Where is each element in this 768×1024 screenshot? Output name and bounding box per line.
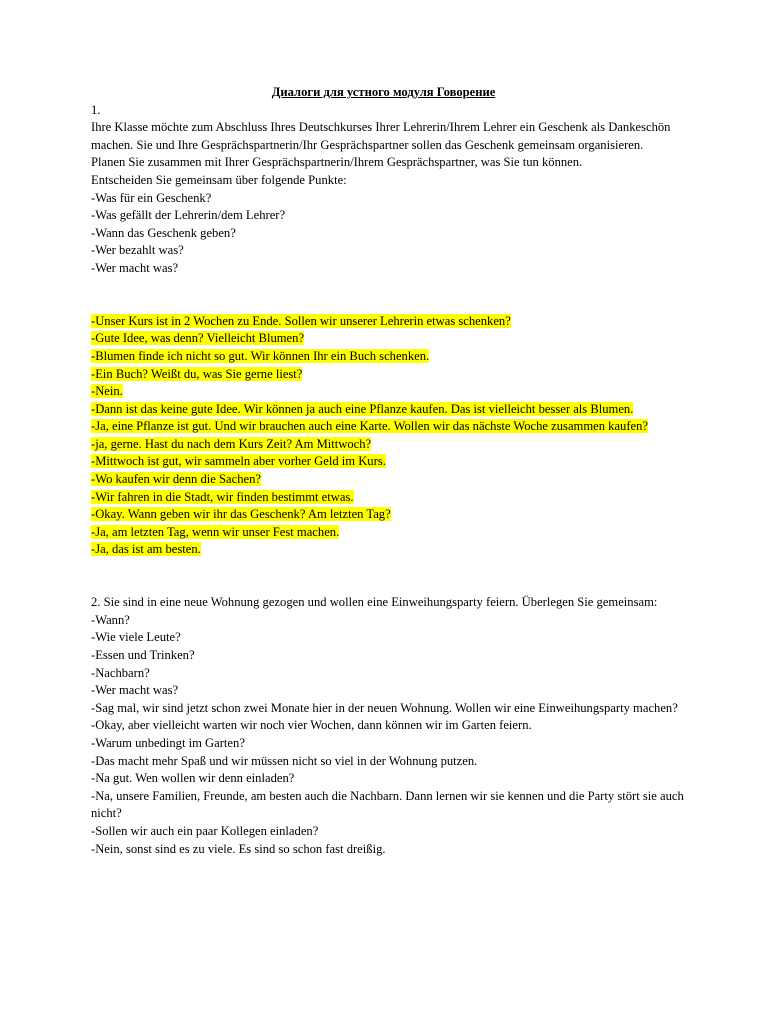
task1-number: 1.: [91, 102, 101, 117]
task2-dialog-line: -Sag mal, wir sind jetzt schon zwei Monate hier in der neuen Wohnung. Wollen wir eine Einweihungsparty machen?: [91, 700, 678, 715]
task2-dialog-line: -Das macht mehr Spaß und wir müssen nicht so viel in der Wohnung putzen.: [91, 753, 478, 768]
task1-dialog-line: [91, 313, 691, 331]
highlighted-text: -Wo kaufen wir denn die Sachen?: [91, 472, 261, 487]
task1-intro-paragraph: Entscheiden Sie gemeinsam über folgende Punkte:: [91, 172, 347, 187]
task2-dialog-line: -Warum unbedingt im Garten?: [91, 735, 245, 750]
task1-dialog-line: [91, 418, 691, 436]
task2-dialog-line: -Okay, aber vielleicht warten wir noch vier Wochen, dann können wir im Garten feiern.: [91, 718, 532, 733]
blank-line: [91, 295, 691, 313]
task1-dialog-line: [91, 330, 691, 348]
highlighted-text: -Ein Buch? Weißt du, was Sie gerne liest?: [91, 366, 303, 381]
blank-line: [91, 559, 691, 577]
task2-dialog-line: -Nein, sonst sind es zu viele. Es sind so schon fast dreißig.: [91, 841, 386, 856]
page-title: Диалоги для устного модуля Говорение: [271, 85, 496, 99]
task2-point: -Essen und Trinken?: [91, 648, 195, 662]
task1-dialog-line: [91, 506, 691, 524]
task2-point: -Wie viele Leute?: [91, 630, 181, 645]
task1-dialog-line: [91, 383, 691, 401]
task1-dialog-line: [91, 436, 691, 454]
task1-dialog-line: [91, 471, 691, 489]
task2-dialog-line: -Na gut. Wen wollen wir denn einladen?: [91, 771, 295, 786]
task1-point: -Wer bezahlt was?: [91, 243, 184, 258]
task2-intro-paragraph: 2. Sie sind in eine neue Wohnung gezogen und wollen eine Einweihungsparty feiern. Überlegen Sie gemeinsam:: [91, 595, 658, 610]
highlighted-text: -Ja, eine Pflanze ist gut. Und wir brauchen auch eine Karte. Wollen wir das nächste Woche zusammen kaufen?: [91, 419, 649, 434]
task2-dialog-line: -Sollen wir auch ein paar Kollegen einladen?: [91, 823, 319, 838]
task2-point: -Wann?: [91, 612, 130, 627]
highlighted-text: -Dann ist das keine gute Idee. Wir können ja auch eine Pflanze kaufen. Das ist vielleicht besser als Blumen.: [91, 401, 634, 416]
highlighted-text: -Wir fahren in die Stadt, wir finden bestimmt etwas.: [91, 489, 354, 504]
task1-point: -Was gefällt der Lehrerin/dem Lehrer?: [91, 208, 286, 223]
highlighted-text: -Gute Idee, was denn? Vielleicht Blumen?: [91, 331, 305, 346]
highlighted-text: -Nein.: [91, 384, 123, 399]
highlighted-text: -Mittwoch ist gut, wir sammeln aber vorher Geld im Kurs.: [91, 454, 386, 469]
highlighted-text: -Blumen finde ich nicht so gut. Wir können Ihr ein Buch schenken.: [91, 348, 430, 363]
task1-dialog-line: [91, 524, 691, 542]
task2-dialog-line: -Na, unsere Familien, Freunde, am besten auch die Nachbarn. Dann lernen wir sie kennen und die Party stört sie auch nicht?: [91, 788, 684, 821]
blank-line: [91, 278, 691, 296]
task1-point: -Wann das Geschenk geben?: [91, 225, 236, 240]
highlighted-text: -Ja, das ist am besten.: [91, 542, 201, 557]
highlighted-text: -Ja, am letzten Tag, wenn wir unser Fest machen.: [91, 524, 340, 539]
task1-dialog-line: [91, 453, 691, 471]
task1-dialog-line: [91, 366, 691, 384]
task2-point: -Wer macht was?: [91, 683, 179, 698]
task1-intro-paragraph: Planen Sie zusammen mit Ihrer Gesprächspartnerin/Ihrem Gesprächspartner, was Sie tun können.: [91, 155, 583, 170]
document-body: [91, 84, 691, 858]
task1-point: -Wer macht was?: [91, 260, 179, 275]
task1-dialog-line: [91, 541, 691, 559]
task1-point: -Was für ein Geschenk?: [91, 190, 212, 205]
highlighted-text: -Okay. Wann geben wir ihr das Geschenk? Am letzten Tag?: [91, 507, 391, 522]
highlighted-text: -ja, gerne. Hast du nach dem Kurs Zeit? Am Mittwoch?: [91, 436, 372, 451]
task1-dialog-line: [91, 401, 691, 419]
task1-dialog-line: [91, 489, 691, 507]
highlighted-text: -Unser Kurs ist in 2 Wochen zu Ende. Sollen wir unserer Lehrerin etwas schenken?: [91, 313, 511, 328]
task1-dialog-line: [91, 348, 691, 366]
task2-point: -Nachbarn?: [91, 665, 150, 680]
task1-intro-paragraph: Ihre Klasse möchte zum Abschluss Ihres Deutschkurses Ihrer Lehrerin/Ihrem Lehrer ein Geschenk als Dankeschön machen. Sie und Ihre Gesprächspartnerin/Ihr Gesprächspartner sollen das Geschenk gemeinsam organisieren.: [91, 120, 671, 152]
blank-line: [91, 577, 691, 595]
